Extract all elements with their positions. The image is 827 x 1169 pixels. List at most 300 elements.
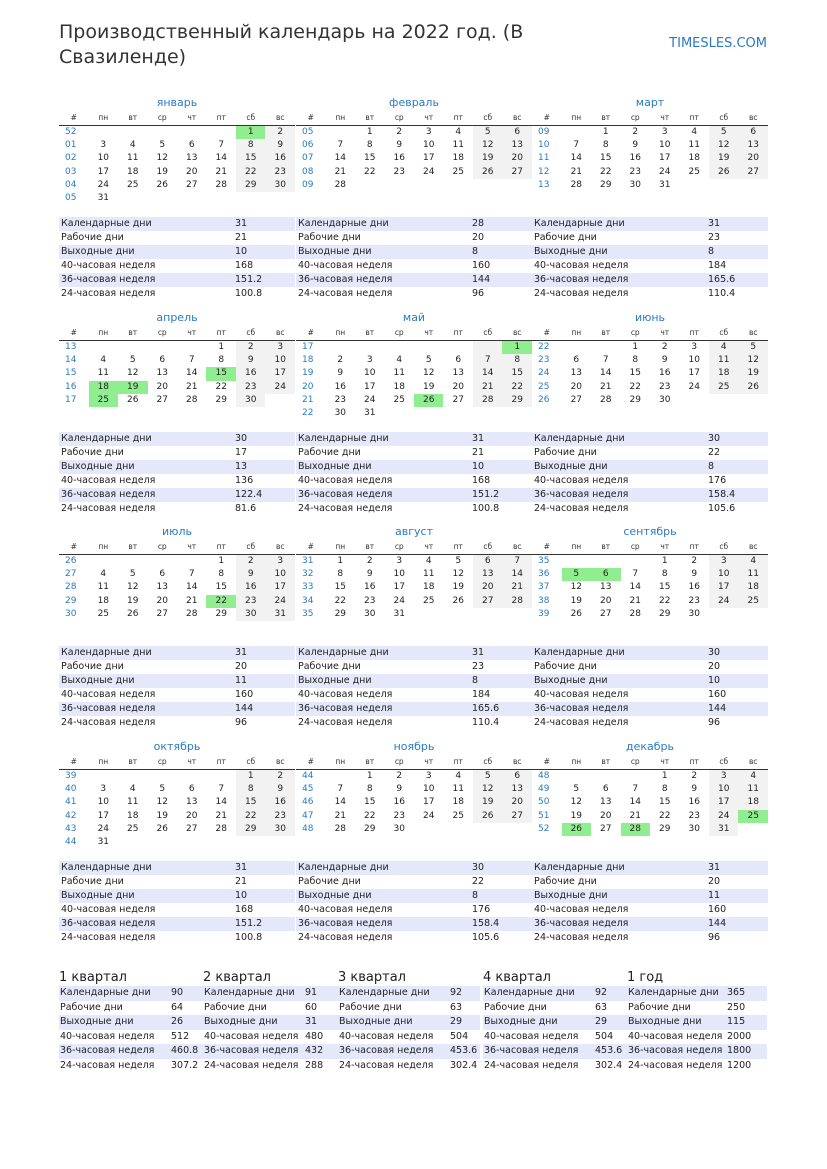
- month-name: июль: [162, 525, 192, 538]
- empty-cell: [148, 770, 177, 784]
- month-name: март: [635, 96, 665, 109]
- stat-label: 40-часовая неделя: [61, 903, 156, 915]
- day-cell: 26: [473, 810, 502, 823]
- week-row: [59, 354, 295, 367]
- day-cell: 9: [396, 784, 403, 795]
- day-cell: 11: [709, 354, 738, 367]
- empty-cell: [177, 555, 206, 569]
- stat-row: [59, 917, 295, 931]
- stat-row: [296, 688, 532, 702]
- day-cell: 12: [156, 797, 168, 808]
- stat-row: [532, 889, 768, 903]
- week-row: [59, 152, 295, 165]
- quarter-title: 3 квартал: [338, 970, 406, 985]
- month-calendar: [532, 326, 768, 407]
- day-cell: 24: [265, 381, 295, 394]
- stat-value: 29: [449, 1015, 480, 1030]
- stat-row: [296, 245, 532, 259]
- day-cell: 3: [425, 771, 432, 781]
- day-cell: 3: [265, 555, 295, 569]
- weekday-header: ср: [385, 755, 414, 770]
- week-number: 37: [538, 582, 550, 593]
- day-cell: 28: [621, 823, 650, 836]
- stat-label: Выходные дни: [296, 889, 470, 903]
- weekday-header: вт: [118, 326, 147, 341]
- day-cell: 7: [188, 569, 195, 580]
- stat-row: [532, 474, 768, 488]
- day-cell: 6: [591, 568, 620, 581]
- weekday-header: чт: [414, 540, 443, 555]
- day-cell: 9: [236, 354, 265, 367]
- day-cell: 8: [236, 783, 265, 796]
- day-cell: 25: [423, 595, 435, 606]
- stat-value: 31: [233, 861, 295, 875]
- weekday-header: #: [296, 111, 326, 126]
- day-cell: 22: [502, 381, 532, 394]
- stat-label: Выходные дни: [59, 460, 233, 474]
- day-cell: 13: [502, 783, 532, 796]
- stat-row: [296, 231, 532, 245]
- stat-label: 40-часовая неделя: [298, 259, 393, 271]
- weekday-header: вс: [265, 540, 295, 555]
- week-number: 36: [538, 569, 550, 580]
- empty-cell: [265, 836, 295, 849]
- week-row: [296, 152, 532, 165]
- weekday-header: сб: [709, 111, 738, 126]
- site-link[interactable]: TIMESLES.COM: [669, 36, 767, 51]
- stat-value: 302.4: [450, 1059, 478, 1071]
- stat-row: [203, 986, 339, 1001]
- week-number: 31: [302, 556, 314, 566]
- week-number: 28: [65, 582, 77, 593]
- stat-value: 31: [706, 217, 768, 231]
- day-cell: 15: [364, 153, 376, 164]
- month-9: [532, 525, 768, 621]
- stat-value: 2000: [727, 1030, 752, 1042]
- week-number: 21: [302, 394, 314, 405]
- week-number: 30: [65, 608, 77, 619]
- month-name: май: [402, 311, 426, 324]
- empty-cell: [265, 192, 295, 205]
- week-row: [532, 381, 768, 394]
- week-row: [59, 810, 295, 823]
- stat-label: Календарные дни: [532, 646, 706, 660]
- day-cell: 20: [452, 381, 464, 392]
- weekday-header: #: [59, 326, 89, 341]
- stat-row: [59, 432, 295, 446]
- stat-label: 36-часовая неделя: [59, 702, 233, 716]
- stat-value: 10: [706, 674, 768, 688]
- stat-row: [296, 217, 532, 231]
- stat-label: Выходные дни: [627, 1015, 726, 1030]
- day-cell: 18: [738, 581, 768, 594]
- stat-label: Календарные дни: [532, 432, 706, 446]
- empty-cell: [562, 341, 591, 355]
- stat-label: 36-часовая неделя: [203, 1044, 304, 1059]
- day-cell: 6: [502, 770, 532, 784]
- day-cell: 13: [473, 568, 502, 581]
- week-row: [59, 568, 295, 581]
- day-cell: 18: [423, 582, 435, 593]
- day-cell: 16: [364, 582, 376, 593]
- day-cell: 18: [688, 153, 700, 164]
- day-cell: 25: [738, 810, 768, 823]
- day-cell: 28: [215, 823, 227, 834]
- empty-cell: [148, 555, 177, 569]
- stat-value: 31: [470, 646, 532, 660]
- stat-label: Календарные дни: [532, 217, 706, 231]
- weekday-header: вс: [738, 540, 768, 555]
- empty-cell: [473, 407, 502, 420]
- stat-label: 40-часовая неделя: [204, 1030, 299, 1042]
- day-cell: 18: [709, 367, 738, 380]
- day-cell: 27: [156, 608, 168, 619]
- stat-label: 24-часовая неделя: [61, 502, 156, 514]
- stat-value: 10: [233, 889, 295, 903]
- day-cell: 7: [188, 355, 195, 366]
- stat-value: 168: [472, 474, 491, 486]
- day-cell: 1: [366, 771, 373, 781]
- stat-row: [296, 460, 532, 474]
- week-number: 39: [65, 771, 77, 781]
- week-number: 33: [302, 582, 314, 593]
- weekday-header: #: [59, 540, 89, 555]
- stat-value: 512: [171, 1030, 190, 1042]
- empty-cell: [621, 770, 650, 784]
- stat-row: [532, 674, 768, 688]
- day-cell: 25: [393, 394, 405, 405]
- month-stats: [59, 432, 295, 515]
- week-row: [532, 367, 768, 380]
- stat-label: Выходные дни: [59, 245, 233, 259]
- week-row: [296, 595, 532, 608]
- day-cell: 21: [473, 381, 502, 394]
- week-number: 38: [538, 595, 550, 606]
- day-cell: 8: [502, 354, 532, 367]
- day-cell: 5: [129, 355, 136, 366]
- stat-row: [338, 1044, 480, 1059]
- day-cell: 23: [265, 810, 295, 823]
- day-cell: 4: [100, 569, 107, 580]
- day-cell: 22: [215, 381, 227, 392]
- stat-row: [338, 1059, 480, 1074]
- day-cell: 25: [127, 823, 139, 834]
- stat-label: Выходные дни: [483, 1015, 594, 1030]
- day-cell: 11: [452, 784, 464, 795]
- stat-label: 40-часовая неделя: [61, 688, 156, 700]
- week-row: [296, 354, 532, 367]
- day-cell: 16: [236, 367, 265, 380]
- day-cell: 11: [738, 568, 768, 581]
- stat-label: Выходные дни: [59, 889, 233, 903]
- stat-row: [296, 259, 532, 273]
- empty-cell: [206, 836, 235, 849]
- week-row: [532, 595, 768, 608]
- stat-label: Рабочие дни: [628, 1001, 691, 1013]
- week-row: [296, 555, 532, 569]
- day-cell: 20: [186, 166, 198, 177]
- day-cell: 24: [709, 595, 738, 608]
- stat-label: 36-часовая неделя: [532, 273, 706, 287]
- day-cell: 17: [97, 166, 110, 177]
- weekday-header: пн: [89, 755, 118, 770]
- weekday-header: пн: [326, 111, 355, 126]
- stat-label: Выходные дни: [296, 245, 470, 259]
- week-number: 29: [65, 595, 77, 606]
- week-row: [532, 166, 768, 179]
- stat-label: Календарные дни: [532, 861, 706, 875]
- stat-label: Календарные дни: [59, 861, 233, 875]
- day-cell: 25: [452, 810, 464, 821]
- day-cell: 13: [186, 153, 198, 164]
- empty-cell: [443, 823, 472, 836]
- day-cell: 20: [738, 152, 768, 165]
- stat-value: 165.6: [706, 273, 768, 287]
- weekday-header: ср: [148, 755, 177, 770]
- day-cell: 18: [452, 153, 464, 164]
- week-row: [532, 568, 768, 581]
- day-cell: 8: [366, 140, 373, 151]
- week-number: 18: [302, 355, 314, 366]
- weekday-header: вс: [502, 111, 532, 126]
- stat-label: Выходные дни: [203, 1015, 304, 1030]
- day-cell: 6: [738, 126, 768, 140]
- day-cell: 4: [738, 770, 768, 784]
- day-cell: 21: [186, 381, 198, 392]
- stat-row: [59, 231, 295, 245]
- empty-cell: [502, 823, 532, 836]
- week-number: 52: [538, 823, 550, 834]
- day-cell: 6: [573, 355, 580, 366]
- day-cell: 5: [473, 126, 502, 140]
- stat-value: 30: [233, 432, 295, 446]
- stat-value: 432: [304, 1044, 339, 1059]
- week-row: [59, 192, 295, 205]
- stat-value: 288: [305, 1059, 324, 1071]
- weekday-header: вс: [738, 755, 768, 770]
- day-cell: 15: [364, 797, 376, 808]
- week-row: [296, 568, 532, 581]
- day-cell: 8: [632, 355, 639, 366]
- stat-value: 110.4: [472, 716, 500, 728]
- stat-label: 40-часовая неделя: [484, 1030, 579, 1042]
- empty-cell: [591, 555, 620, 569]
- stat-value: 168: [235, 903, 254, 915]
- day-cell: 26: [127, 608, 139, 619]
- week-number: 07: [302, 153, 314, 164]
- stat-value: 20: [708, 660, 721, 672]
- day-cell: 6: [455, 355, 462, 366]
- week-row: [296, 367, 532, 380]
- day-cell: 17: [659, 153, 671, 164]
- stat-label: Рабочие дни: [298, 875, 361, 887]
- day-cell: 30: [236, 608, 265, 621]
- empty-cell: [206, 770, 235, 784]
- stat-row: [338, 1001, 480, 1016]
- weekday-header: сб: [473, 755, 502, 770]
- day-cell: 1: [632, 342, 639, 352]
- month-calendar: [532, 540, 768, 621]
- week-row: [59, 139, 295, 152]
- day-cell: 12: [473, 783, 502, 796]
- stat-row: [59, 474, 295, 488]
- stat-label: 40-часовая неделя: [534, 259, 629, 271]
- day-cell: 27: [738, 166, 768, 179]
- day-cell: 13: [156, 368, 168, 379]
- stat-label: 24-часовая неделя: [298, 716, 393, 728]
- day-cell: 27: [452, 394, 464, 405]
- day-cell: 5: [573, 784, 580, 795]
- stat-row: [59, 875, 295, 889]
- stat-label: 36-часовая неделя: [532, 488, 706, 502]
- stat-label: 24-часовая неделя: [484, 1059, 579, 1071]
- stat-label: 36-часовая неделя: [296, 273, 470, 287]
- stat-label: 36-часовая неделя: [59, 273, 233, 287]
- day-cell: 12: [570, 797, 583, 808]
- week-row: [59, 595, 295, 608]
- day-cell: 23: [393, 810, 405, 821]
- stat-value: 160: [708, 688, 727, 700]
- day-cell: 21: [186, 595, 198, 606]
- day-cell: 21: [629, 595, 641, 606]
- month-stats: [296, 646, 532, 729]
- day-cell: 24: [688, 381, 700, 392]
- stat-row: [59, 287, 295, 301]
- day-cell: 13: [600, 797, 612, 808]
- weekday-header: вт: [355, 755, 384, 770]
- week-row: [296, 179, 532, 192]
- day-cell: 8: [236, 139, 265, 152]
- day-cell: 24: [423, 810, 435, 821]
- empty-cell: [385, 179, 414, 192]
- empty-cell: [502, 179, 532, 192]
- weekday-header: вс: [265, 326, 295, 341]
- stat-label: 36-часовая неделя: [296, 917, 470, 931]
- weekday-header: вс: [265, 111, 295, 126]
- day-cell: 26: [414, 394, 443, 407]
- stat-row: [532, 861, 768, 875]
- day-cell: 9: [661, 355, 668, 366]
- stat-label: Календарные дни: [296, 217, 470, 231]
- week-number: 02: [65, 153, 77, 164]
- day-cell: 14: [600, 368, 612, 379]
- weekday-header: вс: [265, 755, 295, 770]
- day-cell: 10: [423, 140, 435, 151]
- stat-value: 307.2: [171, 1059, 199, 1071]
- weekday-header: вт: [118, 755, 147, 770]
- weekday-header: вт: [355, 540, 384, 555]
- day-cell: 29: [364, 823, 376, 834]
- day-cell: 2: [337, 355, 344, 366]
- stat-label: Выходные дни: [532, 674, 706, 688]
- day-cell: 22: [659, 595, 671, 606]
- stat-value: 165.6: [470, 702, 532, 716]
- week-number: 26: [65, 556, 77, 566]
- day-cell: 26: [127, 394, 139, 405]
- quarter-stats: [59, 986, 205, 1073]
- day-cell: 17: [265, 367, 295, 380]
- stat-row: [338, 1015, 480, 1030]
- weekday-header: чт: [650, 326, 679, 341]
- week-row: [296, 381, 532, 394]
- week-number: 17: [65, 394, 77, 405]
- empty-cell: [679, 179, 708, 192]
- day-cell: 21: [215, 810, 227, 821]
- month-stats: [59, 217, 295, 300]
- day-cell: 1: [366, 127, 373, 137]
- month-name: август: [395, 525, 433, 538]
- day-cell: 22: [364, 810, 376, 821]
- weekday-header: сб: [709, 326, 738, 341]
- stat-row: [532, 446, 768, 460]
- stat-value: 105.6: [708, 502, 736, 514]
- stat-row: [296, 502, 532, 516]
- stat-row: [59, 646, 295, 660]
- day-cell: 19: [570, 595, 583, 606]
- day-cell: 11: [97, 582, 110, 593]
- weekday-header: ср: [148, 111, 177, 126]
- stat-value: 1800: [726, 1044, 767, 1059]
- week-row: [59, 367, 295, 380]
- stat-row: [59, 460, 295, 474]
- stat-value: 453.6: [594, 1044, 627, 1059]
- stat-label: 24-часовая неделя: [298, 931, 393, 943]
- day-cell: 25: [89, 394, 118, 407]
- month-stats: [532, 432, 768, 515]
- month-name: февраль: [389, 96, 439, 109]
- empty-cell: [118, 770, 147, 784]
- quarter-3: [338, 969, 480, 1073]
- weekday-header: пт: [679, 755, 708, 770]
- week-row: [59, 179, 295, 192]
- day-cell: 16: [236, 581, 265, 594]
- week-number: 05: [65, 193, 77, 204]
- week-row: [532, 341, 768, 355]
- empty-cell: [443, 608, 472, 621]
- stat-label: 24-часовая неделя: [61, 287, 156, 299]
- day-cell: 23: [629, 166, 641, 177]
- day-cell: 24: [265, 595, 295, 608]
- weekday-header: чт: [650, 111, 679, 126]
- day-cell: 23: [236, 595, 265, 608]
- stat-value: 30: [706, 432, 768, 446]
- stat-label: 24-часовая неделя: [60, 1059, 155, 1071]
- week-number: 23: [538, 355, 550, 366]
- day-cell: 30: [629, 179, 641, 190]
- day-cell: 16: [688, 582, 700, 593]
- day-cell: 10: [393, 569, 405, 580]
- week-row: [532, 555, 768, 569]
- day-cell: 23: [364, 595, 376, 606]
- month-stats: [532, 861, 768, 944]
- day-cell: 4: [455, 127, 462, 137]
- day-cell: 22: [364, 166, 376, 177]
- weekday-header: пн: [89, 540, 118, 555]
- day-cell: 24: [423, 166, 435, 177]
- weekday-header: сб: [709, 755, 738, 770]
- stat-label: 24-часовая неделя: [298, 287, 393, 299]
- day-cell: 26: [562, 823, 591, 836]
- day-cell: 5: [425, 355, 432, 366]
- week-number: 11: [538, 153, 550, 164]
- month-calendar: [296, 540, 532, 621]
- stat-label: Рабочие дни: [339, 1001, 402, 1013]
- day-cell: 1: [661, 771, 668, 781]
- week-row: [59, 166, 295, 179]
- month-calendar: [296, 111, 532, 192]
- stat-row: [59, 931, 295, 945]
- stat-label: Календарные дни: [296, 432, 470, 446]
